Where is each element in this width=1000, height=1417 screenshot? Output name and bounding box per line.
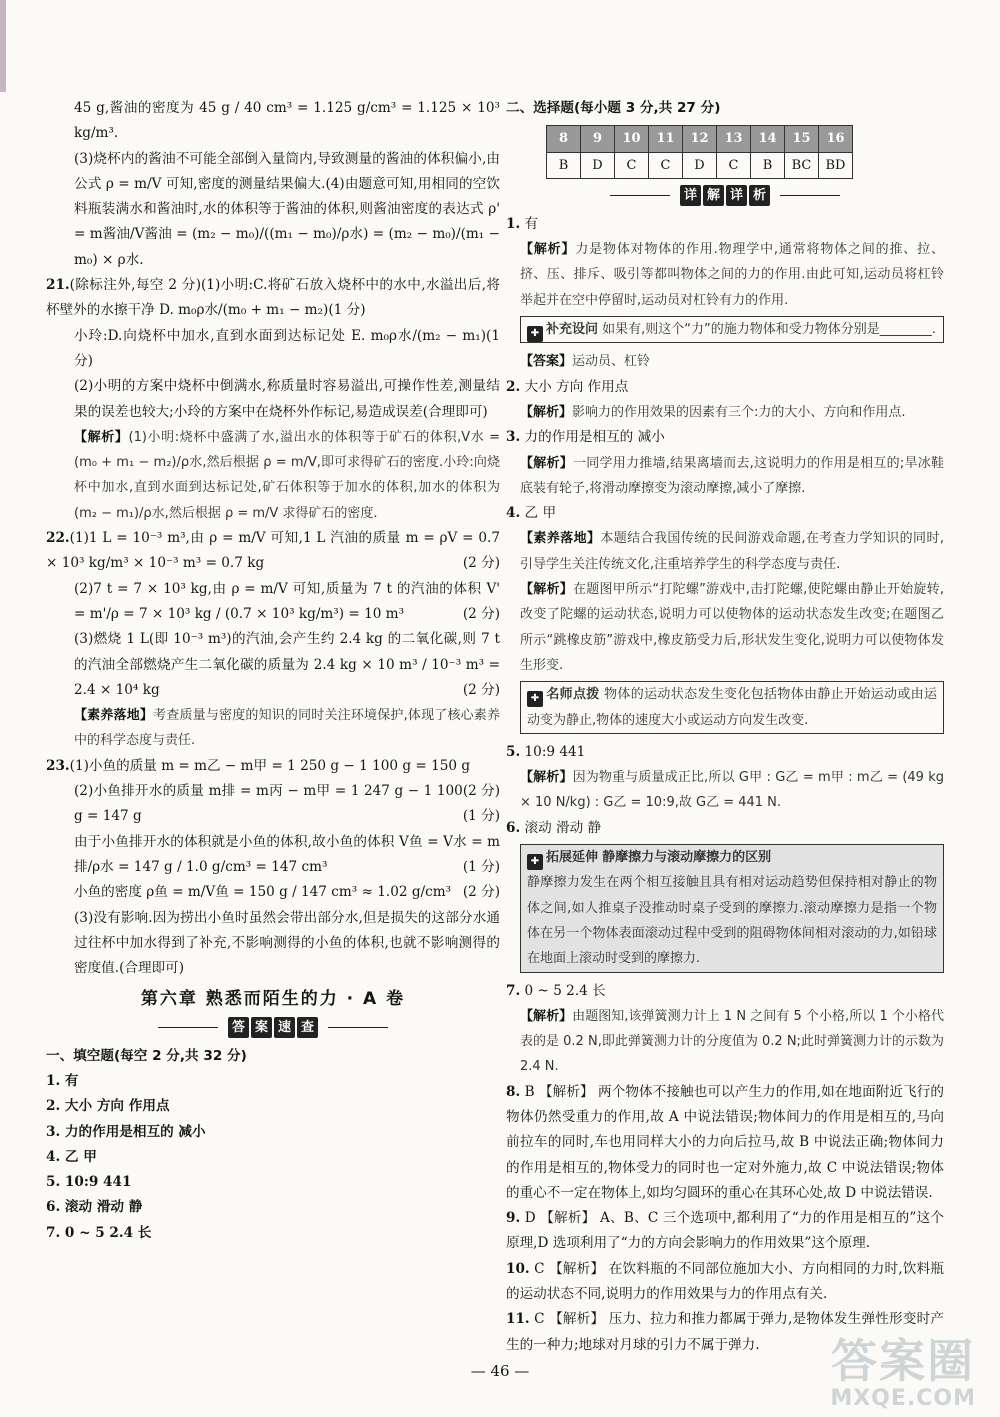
table-cell-answer: B (751, 152, 785, 178)
callout-head (527, 687, 600, 705)
paragraph-text: 小玲:D.向烧杯中加水,直到水面到达标记处 E. m₀ρ水/(m₂ − m₁)(1 分) (74, 327, 500, 369)
analysis-tag: 【解析】 (520, 242, 576, 258)
answer-line (506, 816, 944, 841)
answer-text: 滚动 滑动 静 (524, 819, 602, 836)
paragraph (46, 830, 500, 881)
table-cell-answer: C (649, 152, 683, 178)
table-cell-number: 14 (751, 126, 785, 152)
banner-char: 速 (274, 1017, 295, 1038)
answer-line (506, 1206, 944, 1257)
table-cell-number: 11 (649, 126, 683, 152)
table-cell-answer: D (683, 152, 717, 178)
analysis-text: 一同学用力推墙,结果离墙而去,这说明力的作用是相互的;旱冰鞋底装有轮子,将滑动摩擦变为滚动摩擦,减小了摩擦. (520, 455, 944, 496)
answer-line (506, 501, 944, 526)
callout-icon: ✚ (527, 326, 543, 342)
callout-box (520, 316, 944, 343)
answer-line (506, 740, 944, 765)
score-note: (2 分) (462, 681, 500, 698)
answer-line (506, 1257, 944, 1308)
score-note: (2 分) (462, 783, 500, 800)
paragraph-text: (3)燃烧 1 L(即 10⁻³ m³)的汽油,会产生约 2.4 kg 的二氧化碳,则 7 t 的汽油全部燃烧产生二氧化碳的质量为 2.4 kg × 10 m³ / 10⁻³ m³ = 2.4 × 10⁴ kg (74, 631, 500, 698)
paragraph (46, 425, 500, 526)
analysis-tag: 【解析】 (520, 770, 573, 786)
paragraph-text: (1)1 L = 10⁻³ m³,由 ρ = m/V 可知,1 L 汽油的质量 m = ρV = 0.7 × 10³ kg/m³ × 10⁻³ m³ = 0.7 kg (46, 530, 500, 572)
table-cell-number: 12 (683, 126, 717, 152)
analysis-paragraph (506, 526, 944, 577)
answer-text: 大小 方向 作用点 (524, 378, 629, 395)
paragraph (46, 627, 500, 703)
score-note: (2 分) (462, 884, 500, 901)
chapter-title: 第六章 熟悉而陌生的力 · A 卷 (140, 989, 406, 1010)
answer-text: D 【解析】 A、B、C 三个选项中,都利用了“力的作用是相互的”这个原理,D 选项利用了“力的方向会影响力的作用效果”这个原理. (506, 1210, 944, 1252)
callout-icon: ✚ (527, 854, 543, 870)
analysis-text: 由题图知,该弹簧测力计上 1 N 之间有 5 个小格,所以 1 个小格代表的是 0.2 N,即此弹簧测力计的分度值为 0.2 N;此时弹簧测力计的示数为 2.4 N. (520, 1008, 944, 1075)
analysis-paragraph (506, 451, 944, 502)
answer-line (506, 1080, 944, 1206)
callout-body: 物体的运动状态发生变化包括物体由静止开始运动或由运动变为静止,物体的速度大小或运动方向发生改变. (527, 687, 937, 728)
banner-char: 案 (251, 1017, 272, 1038)
table-cell-answer: BD (819, 152, 853, 178)
table-cell-answer: D (581, 152, 615, 178)
answer-text: 0 ~ 5 2.4 长 (524, 982, 606, 999)
banner-char: 解 (703, 185, 724, 206)
paragraph-text: (1)小明:烧杯中盛满了水,溢出水的体积等于矿石的体积,V水 = (m₀ + m₁ − m₂)/ρ水,然后根据 ρ = m/V,即可求得矿石的密度.小玲:向烧杯中加水,直到水面到达标记处,矿石体积等于加水的体积,加水的体积为 (m₂ − m₁)/ρ水,然后根据 ρ = m/V 求得矿石的密度. (74, 429, 500, 521)
question-number: 2. (506, 378, 521, 395)
question-number: 3. (506, 429, 521, 446)
banner-char: 答 (228, 1017, 249, 1038)
analysis-tag: 【解析】 (520, 404, 573, 420)
callout-label: 名师点拨 (546, 687, 600, 703)
question-number: 10. (506, 1260, 530, 1277)
callout-body: 如果有,则这个“力”的施力物体和受力物体分别是________. (602, 322, 936, 338)
answer-text: 乙 甲 (524, 505, 557, 522)
table-cell-number: 9 (581, 126, 615, 152)
table-cell-answer: BC (785, 152, 819, 178)
analysis-tag: 【解析】 (520, 455, 574, 471)
banner-rule (158, 1027, 218, 1028)
analysis-paragraph (506, 349, 944, 374)
banner-chars (680, 185, 770, 206)
callout-text (527, 682, 937, 733)
callout-title: 静摩擦力与滚动摩擦力的区别 (602, 850, 772, 866)
analysis-text: 因为物重与质量成正比,所以 G甲 : G乙 = m甲 : m乙 = (49 kg × 10 N/kg) : G乙 = 10:9,故 G乙 = 441 N. (520, 770, 944, 811)
paragraph-text: 小鱼的密度 ρ鱼 = m/V鱼 = 150 g / 147 cm³ ≈ 1.02 g/cm³ (74, 884, 452, 901)
callout-text (527, 845, 937, 971)
banner-char: 详 (680, 185, 701, 206)
answer-text: C 【解析】 在饮料瓶的不同部位施加大小、方向相同的力时,饮料瓶的运动状态不同,说明力的作用效果与力的作用点有关. (506, 1260, 944, 1303)
paragraph-text: (2)小明的方案中烧杯中倒满水,称质量时容易溢出,可操作性差,测量结果的误差也较大;小玲的方案中在烧杯外作标记,易造成误差(合理即可) (74, 378, 500, 420)
callout-text (527, 317, 937, 342)
table-cell-number: 10 (615, 126, 649, 152)
paragraph (46, 906, 500, 982)
paragraph (46, 526, 500, 577)
analysis-tag: 【解析】 (520, 1008, 573, 1024)
paragraph (46, 374, 500, 425)
banner-char: 详 (726, 185, 747, 206)
banner-rule (780, 195, 840, 196)
answer-line (506, 375, 944, 400)
answer-text: B 【解析】 两个物体不接触也可以产生力的作用,如在地面附近飞行的物体仍然受重力的作用,故 A 中说法错误;物体间力的作用是相互的,马向前拉车的同时,车也用同样大小的力向后拉马,故 B 中说法正确;物体间力的作用是相互的,物体受力的同时也一定对外施力,故 C 中说法错误;物体的重心不一定在物体上,如均匀圆环的重心在其环心处,故 D 中说法错误. (506, 1083, 945, 1201)
answer-text: 10:9 441 (524, 743, 586, 760)
paragraph-text: (除标注外,每空 2 分)(1)小明:C.将矿石放入烧杯中的水中,水溢出后,将杯壁外的水擦干净 D. m₀ρ水/(m₀ + m₁ − m₂)(1 分) (46, 277, 500, 319)
table-cell-answer: B (547, 152, 581, 178)
paragraph-text: (1)小鱼的质量 m = m乙 − m甲 = 1 250 g − 1 100 g = 150 g (69, 757, 471, 774)
analysis-text: 影响力的作用效果的因素有三个:力的大小、方向和作用点. (572, 404, 906, 420)
table-cell-number: 16 (819, 126, 853, 152)
callout-body: 静摩擦力发生在两个相互接触且具有相对运动趋势但保持相对静止的物体之间,如人推桌子没推动时桌子受到的摩擦力.滚动摩擦力是指一个物体在另一个物体表面滚动过程中受到的阻碍物体间相对滚动的力,如铅球在地面上滚动时受到的摩擦力. (527, 875, 937, 967)
detail-banner (506, 185, 944, 206)
analysis-tag: 【解析】 (74, 429, 129, 445)
score-note: (2 分) (462, 555, 500, 572)
section-heading-choice: 二、选择题(每小题 3 分,共 27 分) (506, 100, 721, 116)
analysis-tag: 【素养落地】 (520, 531, 601, 547)
watermark-domain: MXQE.COM (830, 1386, 976, 1411)
paragraph (46, 754, 500, 800)
callout-head (527, 850, 599, 868)
answer-line (506, 979, 944, 1004)
question-number: 6. (506, 819, 521, 836)
watermark-text: 答案圈 (831, 1334, 976, 1388)
paragraph (46, 779, 500, 830)
callout-label: 补充设问 (546, 322, 599, 338)
table-cell-answer: C (717, 152, 751, 178)
question-number: 8. (506, 1083, 521, 1100)
question-number: 7. (506, 982, 521, 999)
answer-line (506, 212, 944, 237)
callout-head (527, 322, 599, 340)
paragraph-text: (3)没有影响.因为捞出小鱼时虽然会带出部分水,但是损失的这部分水通过往杯中加水得到了补充,不影响测得的小鱼的体积,也就不影响测得的密度值.(合理即可) (74, 909, 500, 977)
paragraph (46, 324, 500, 375)
callout-box (520, 844, 944, 972)
fill-answer: 2. 大小 方向 作用点 (46, 1098, 170, 1115)
answer-text: C 【解析】 压力、拉力和推力都属于弹力,是物体发生弹性形变时产生的一种力;地球对月球的引力不属于弹力. (506, 1311, 944, 1353)
callout-icon: ✚ (527, 691, 543, 707)
paragraph (46, 96, 500, 147)
paragraph (46, 147, 500, 273)
paragraph-text: (2)7 t = 7 × 10³ kg,由 ρ = m/V 可知,质量为 7 t 的汽油的体积 V' = m'/ρ = 7 × 10³ kg / (0.7 × 10³ kg/m³) = 10 m³ (74, 580, 500, 622)
answer-text: 有 (524, 215, 539, 232)
fill-answer: 5. 10:9 441 (46, 1174, 132, 1191)
table-row (547, 152, 853, 178)
analysis-tag: 【解析】 (520, 582, 573, 598)
question-number: 11. (506, 1311, 530, 1328)
question-number: 22. (46, 530, 70, 547)
answer-text: 力的作用是相互的 减小 (524, 429, 665, 446)
analysis-paragraph (506, 577, 944, 678)
watermark-logo (830, 1336, 976, 1411)
score-note: (2 分) (462, 605, 500, 622)
question-number: 23. (46, 757, 70, 774)
analysis-tag: 【答案】 (520, 354, 573, 370)
fill-answer: 1. 有 (46, 1072, 79, 1089)
banner-chars (228, 1017, 318, 1038)
page-number: — 46 — (470, 1362, 530, 1380)
analysis-paragraph (506, 400, 944, 425)
analysis-tag: 【素养落地】 (74, 708, 154, 724)
page-edge-mark (0, 0, 6, 92)
table-cell-number: 13 (717, 126, 751, 152)
paragraph-text: 45 g,酱油的密度为 45 g / 40 cm³ = 1.125 g/cm³ = 1.125 × 10³ kg/m³. (74, 100, 500, 142)
banner-rule (610, 195, 670, 196)
analysis-paragraph (506, 237, 944, 313)
fill-answer: 4. 乙 甲 (46, 1148, 97, 1165)
paragraph-text: 考查质量与密度的知识的同时关注环境保护,体现了核心素养中的科学态度与责任. (74, 708, 500, 749)
question-number: 4. (506, 505, 521, 522)
paragraph (46, 880, 500, 905)
paragraph-text: (2)小鱼排开水的质量 m排 = m丙 − m甲 = 1 247 g − 1 100 g = 147 g (74, 783, 463, 825)
answer-line (506, 425, 944, 450)
analysis-text: 力是物体对物体的作用.物理学中,通常将物体之间的推、拉、挤、压、排斥、吸引等都叫物体之间的力的作用.由此可知,运动员将杠铃举起并在空中停留时,运动员对杠铃有力的作用. (520, 242, 944, 308)
left-column (46, 96, 500, 1246)
question-number: 5. (506, 743, 521, 760)
question-number: 21. (46, 277, 70, 294)
paragraph-text: 由于小鱼排开水的体积就是小鱼的体积,故小鱼的体积 V鱼 = V水 = m排/ρ水 = 147 g / 1.0 g/cm³ = 147 cm³ (74, 833, 500, 875)
table-cell-answer: C (615, 152, 649, 178)
analysis-paragraph (506, 765, 944, 816)
question-number: 9. (506, 1210, 521, 1227)
table-row (547, 126, 853, 152)
callout-box (520, 681, 944, 734)
callout-label: 拓展延伸 (546, 850, 599, 866)
fill-answer: 7. 0 ~ 5 2.4 长 (46, 1224, 152, 1241)
score-note: (1 分) (462, 858, 500, 875)
right-column (506, 96, 944, 1358)
paragraph (46, 273, 500, 324)
paragraph-text: (3)烧杯内的酱油不可能全部倒入量筒内,导致测量的酱油的体积偏小,由公式 ρ = m/V 可知,密度的测量结果偏大.(4)由题意可知,用相同的空饮料瓶装满水和酱油时,水的体积等于酱油的体积,则酱油密度的表达式 ρ' = m酱油/V酱油 = (m₂ − m₀)/((m₁ − m₀)/ρ水) = (m₂ − m₀)/(m₁ − m₀) × ρ水. (74, 150, 500, 268)
choice-answer-table (546, 125, 853, 179)
table-cell-number: 15 (785, 126, 819, 152)
score-note: (1 分) (462, 808, 500, 825)
banner-char: 查 (297, 1017, 318, 1038)
banner-char: 析 (749, 185, 770, 206)
analysis-paragraph (506, 1004, 944, 1080)
section-heading-fill: 一、填空题(每空 2 分,共 32 分) (46, 1047, 247, 1064)
fill-answer: 3. 力的作用是相互的 减小 (46, 1123, 206, 1140)
analysis-text: 本题结合我国传统的民间游戏命题,在考查力学知识的同时,引导学生关注传统文化,注重培养学生的科学态度与责任. (520, 531, 944, 572)
paragraph (46, 577, 500, 628)
answers-banner (46, 1017, 500, 1038)
analysis-text: 运动员、杠铃 (572, 354, 651, 370)
table-cell-number: 8 (547, 126, 581, 152)
question-number: 1. (506, 215, 521, 232)
fill-answer: 6. 滚动 滑动 静 (46, 1199, 143, 1216)
analysis-text: 在题图甲所示“打陀螺”游戏中,击打陀螺,使陀螺由静止开始旋转,改变了陀螺的运动状态,说明力可以使物体的运动状态发生改变;在题图乙所示“跳橡皮筋”游戏中,橡皮筋受力后,形状发生变化,说明力可以使物体发生形变. (520, 582, 944, 673)
paragraph (46, 703, 500, 754)
banner-rule (328, 1027, 388, 1028)
